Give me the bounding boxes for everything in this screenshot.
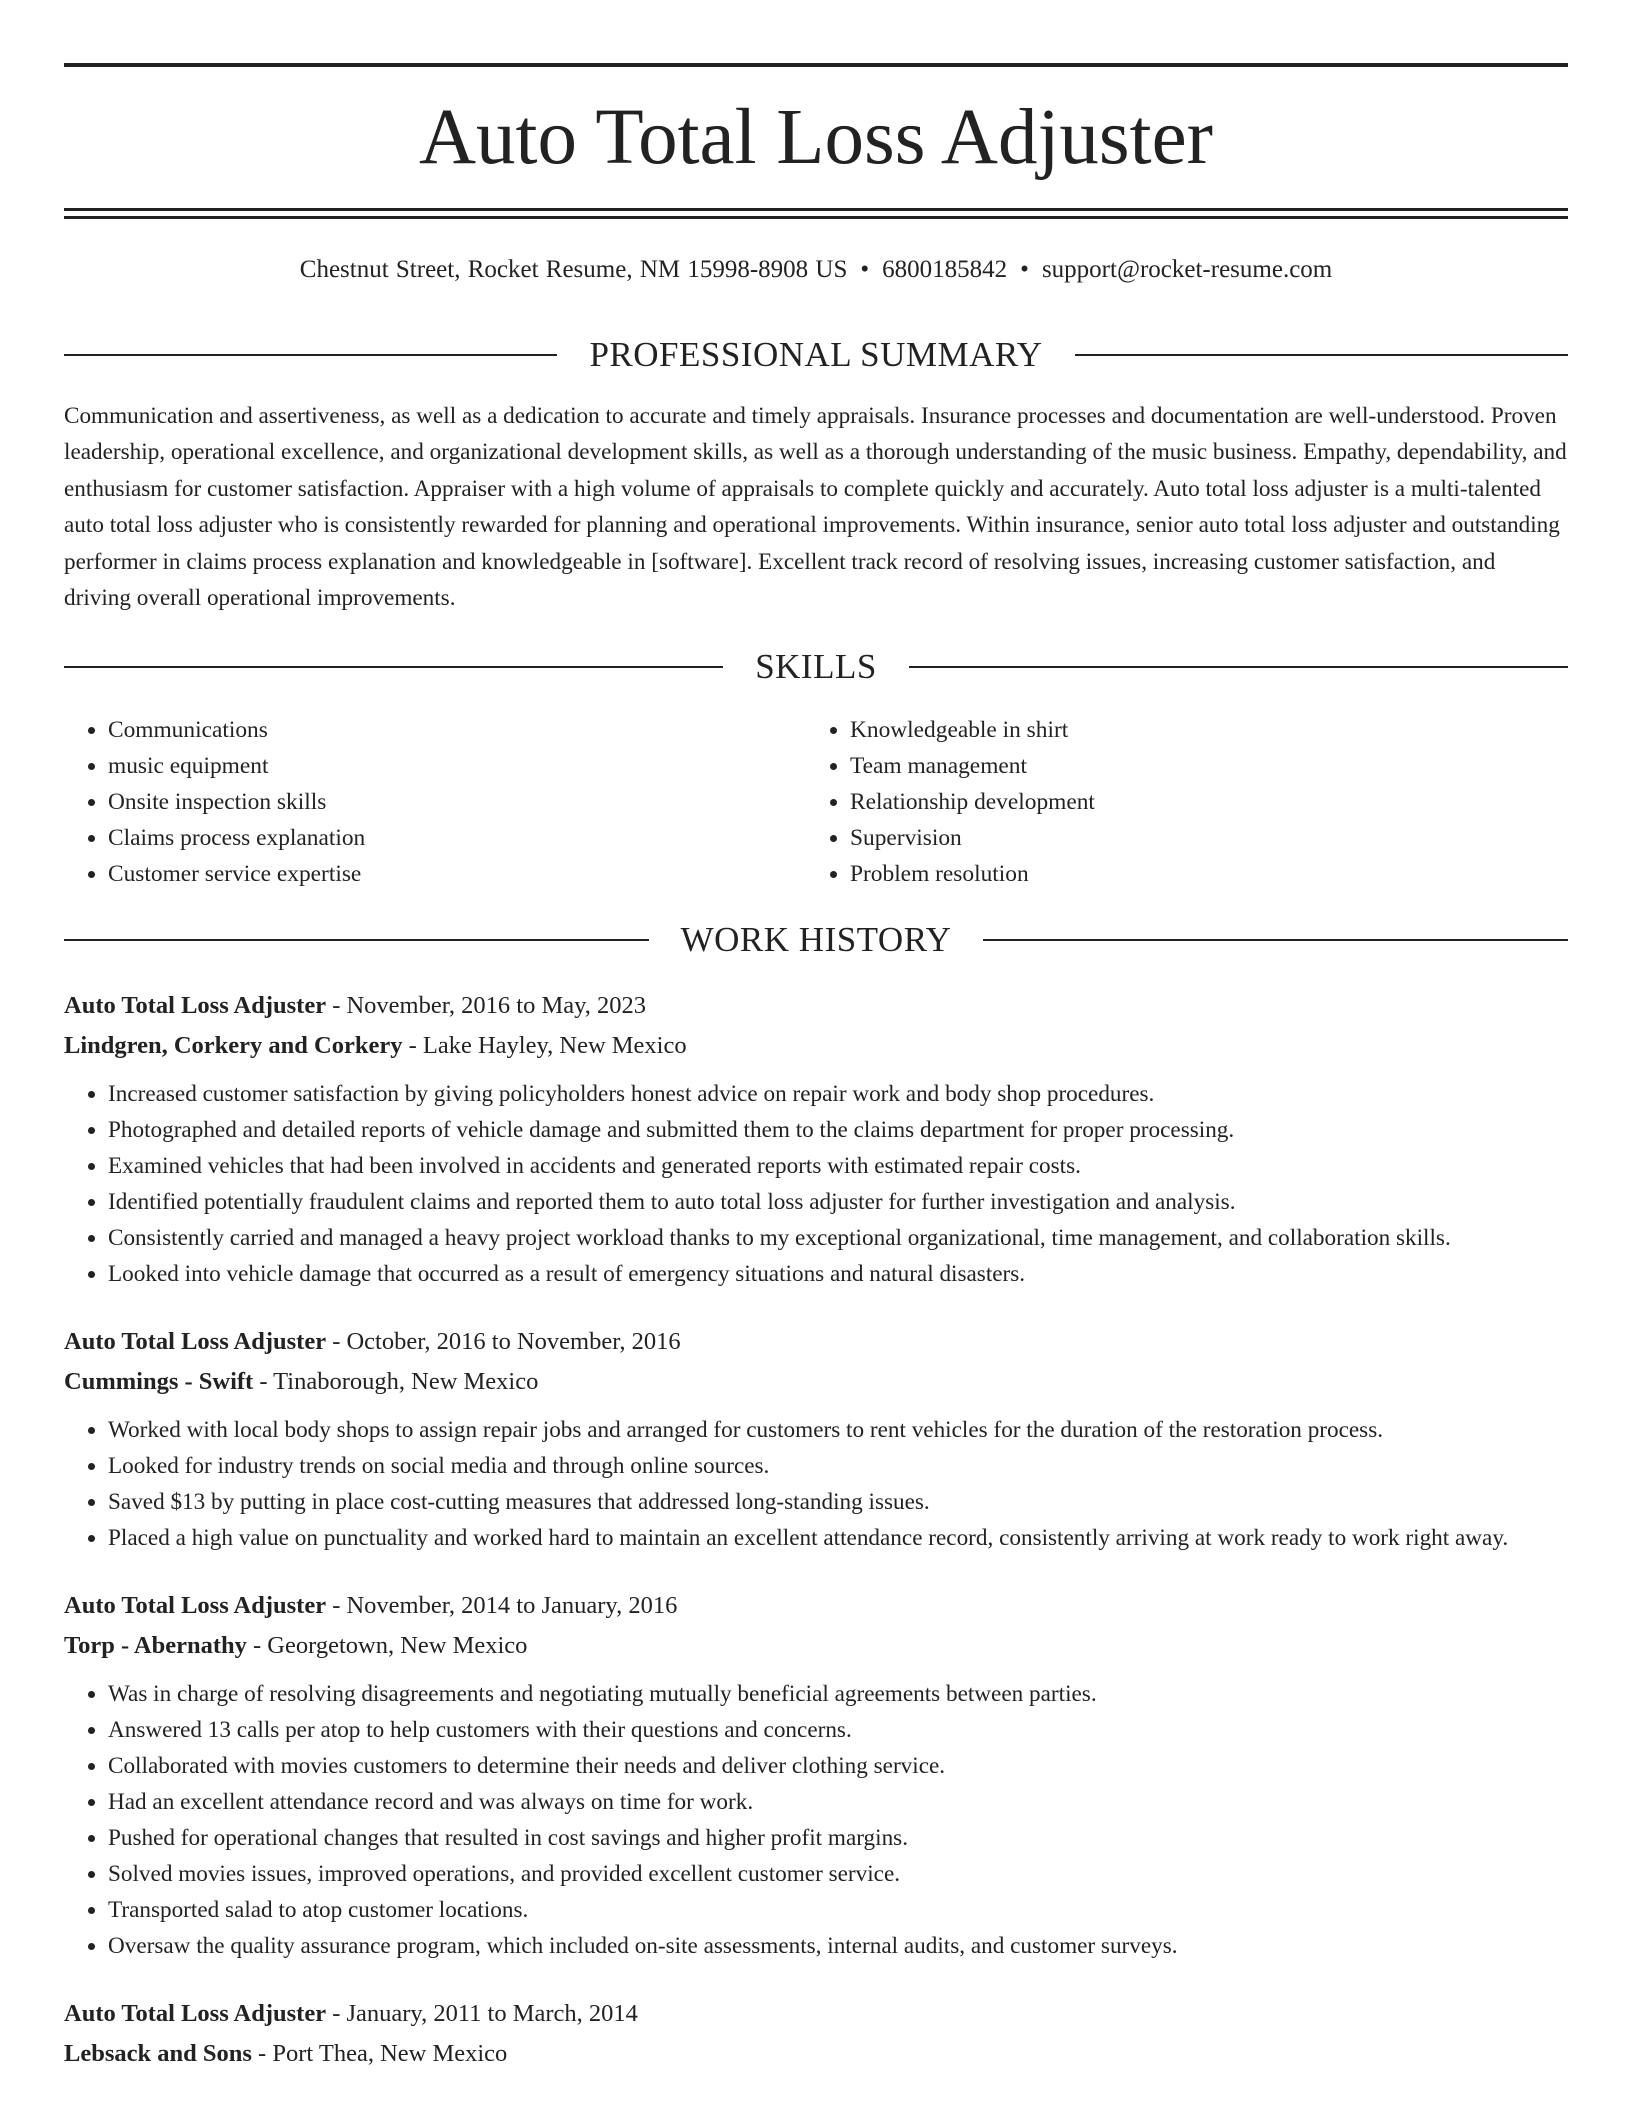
skill-item: • Knowledgeable in shirt (850, 712, 1548, 748)
job-title: Auto Total Loss Adjuster (64, 2000, 327, 2027)
contact-separator: • (860, 256, 870, 283)
job-bullets (64, 1412, 1568, 1556)
job-location: - Port Thea, New Mexico (251, 2040, 508, 2067)
job-bullet: • Photographed and detailed reports of vehicle damage and submitted them to the claims department for proper processing. (108, 1112, 1568, 1148)
job-company-row (64, 1362, 1568, 1402)
job-company: Cummings - Swift (64, 1368, 254, 1395)
work-history-heading-label: WORK HISTORY (680, 920, 952, 959)
job-bullets (64, 1676, 1568, 1964)
work-history-heading (64, 915, 1568, 965)
header-top-rule (64, 63, 1568, 67)
heading-rule-left (64, 666, 723, 668)
job-dates: - January, 2011 to March, 2014 (326, 2000, 638, 2027)
skill-item: • Onsite inspection skills (108, 784, 806, 820)
work-history-list (64, 986, 1568, 2104)
job-title-row (64, 1586, 1568, 1626)
job-title: Auto Total Loss Adjuster (64, 1328, 327, 1355)
job-bullet: • Looked into vehicle damage that occurred as a result of emergency situations and natural disasters. (108, 1256, 1568, 1292)
job-company-row (64, 1626, 1568, 1666)
skill-item: • Claims process explanation (108, 820, 806, 856)
summary-heading-label: PROFESSIONAL SUMMARY (589, 335, 1043, 374)
skill-item: • Supervision (850, 820, 1548, 856)
job-bullet: • Consistently carried and managed a heavy project workload thanks to my exceptional organizational, time management, and collaboration skills. (108, 1220, 1568, 1256)
heading-rule-right (909, 666, 1568, 668)
resume-title: Auto Total Loss Adjuster (419, 94, 1213, 181)
heading-rule-left (64, 939, 649, 941)
job-bullet: • Looked for industry trends on social media and through online sources. (108, 1448, 1568, 1484)
skill-item: • Team management (850, 748, 1548, 784)
job-company-row (64, 2034, 1568, 2074)
contact-phone: 6800185842 (882, 256, 1008, 283)
job-bullets (64, 1076, 1568, 1292)
skills-heading (64, 642, 1568, 692)
summary-text: Communication and assertiveness, as well as a dedication to accurate and timely appraisals. Insurance processes and documentation are well-understood. Proven leadership, operational excellence, and organizational development skills, as well as a thorough understanding of the music business. Empathy, dependability, and enthusiasm for customer satisfaction. Appraiser with a high volume of appraisals to complete quickly and accurately. Auto total loss adjuster is a multi-talented auto total loss adjuster who is consistently rewarded for planning and operational improvements. Within insurance, senior auto total loss adjuster and outstanding performer in claims process explanation and knowledgeable in [software]. Excellent track record of resolving issues, increasing customer satisfaction, and driving overall operational improvements. (64, 403, 1567, 612)
job-bullet: • Identified potentially fraudulent claims and reported them to auto total loss adjuster for further investigation and analysis. (108, 1184, 1568, 1220)
job-title: Auto Total Loss Adjuster (64, 1592, 327, 1619)
heading-rule-left (64, 354, 557, 356)
job-bullet: • Increased customer satisfaction by giving policyholders honest advice on repair work and body shop procedures. (108, 1076, 1568, 1112)
job-entry (64, 1994, 1568, 2074)
contact-separator: • (1020, 256, 1029, 283)
skills-column-right (806, 712, 1548, 892)
job-bullet: • Worked with local body shops to assign repair jobs and arranged for customers to rent vehicles for the duration of the restoration process. (108, 1412, 1568, 1448)
job-company: Lindgren, Corkery and Corkery (64, 1032, 403, 1059)
job-bullet: • Saved $13 by putting in place cost-cutting measures that addressed long-standing issues. (108, 1484, 1568, 1520)
job-bullet: • Collaborated with movies customers to determine their needs and deliver clothing service. (108, 1748, 1568, 1784)
skill-item: • Communications (108, 712, 806, 748)
job-entry (64, 1322, 1568, 1556)
job-bullet: • Oversaw the quality assurance program, which included on-site assessments, internal audits, and customer surveys. (108, 1928, 1568, 1964)
job-bullet: • Pushed for operational changes that resulted in cost savings and higher profit margins. (108, 1820, 1568, 1856)
job-dates: - October, 2016 to November, 2016 (326, 1328, 681, 1355)
skill-item: • Relationship development (850, 784, 1548, 820)
job-entry (64, 986, 1568, 1292)
job-bullet: • Examined vehicles that had been involved in accidents and generated reports with estimated repair costs. (108, 1148, 1568, 1184)
skills-column-left (64, 712, 806, 892)
job-location: - Georgetown, New Mexico (246, 1632, 528, 1659)
job-dates: - November, 2014 to January, 2016 (326, 1592, 678, 1619)
heading-rule-right (1075, 354, 1568, 356)
contact-address: Chestnut Street, Rocket Resume, NM 15998-8908 US (299, 256, 848, 283)
job-title: Auto Total Loss Adjuster (64, 992, 327, 1019)
skill-item: • music equipment (108, 748, 806, 784)
contact-email[interactable]: support@rocket-resume.com (1041, 256, 1333, 283)
job-company: Lebsack and Sons (64, 2040, 252, 2067)
job-bullet: • Answered 13 calls per atop to help customers with their questions and concerns. (108, 1712, 1568, 1748)
job-title-row (64, 1994, 1568, 2034)
job-company-row (64, 1026, 1568, 1066)
job-bullet: • Transported salad to atop customer locations. (108, 1892, 1568, 1928)
job-location: - Lake Hayley, New Mexico (402, 1032, 687, 1059)
skills-heading-label: SKILLS (755, 647, 877, 686)
job-company: Torp - Abernathy (64, 1632, 247, 1659)
job-location: - Tinaborough, New Mexico (253, 1368, 539, 1395)
job-bullet: • Solved movies issues, improved operations, and provided excellent customer service. (108, 1856, 1568, 1892)
heading-rule-right (983, 939, 1568, 941)
job-bullet: • Had an excellent attendance record and was always on time for work. (108, 1784, 1568, 1820)
skills-list (64, 712, 1568, 892)
header-double-rule (64, 208, 1568, 219)
job-dates: - November, 2016 to May, 2023 (326, 992, 647, 1019)
skill-item: • Customer service expertise (108, 856, 806, 892)
summary-heading (64, 330, 1568, 380)
job-bullet: • Was in charge of resolving disagreements and negotiating mutually beneficial agreements between parties. (108, 1676, 1568, 1712)
contact-line (64, 252, 1568, 288)
job-bullet: • Placed a high value on punctuality and worked hard to maintain an excellent attendance record, consistently arriving at work ready to work right away. (108, 1520, 1568, 1556)
job-entry (64, 1586, 1568, 1964)
skill-item: • Problem resolution (850, 856, 1548, 892)
job-title-row (64, 1322, 1568, 1362)
job-title-row (64, 986, 1568, 1026)
